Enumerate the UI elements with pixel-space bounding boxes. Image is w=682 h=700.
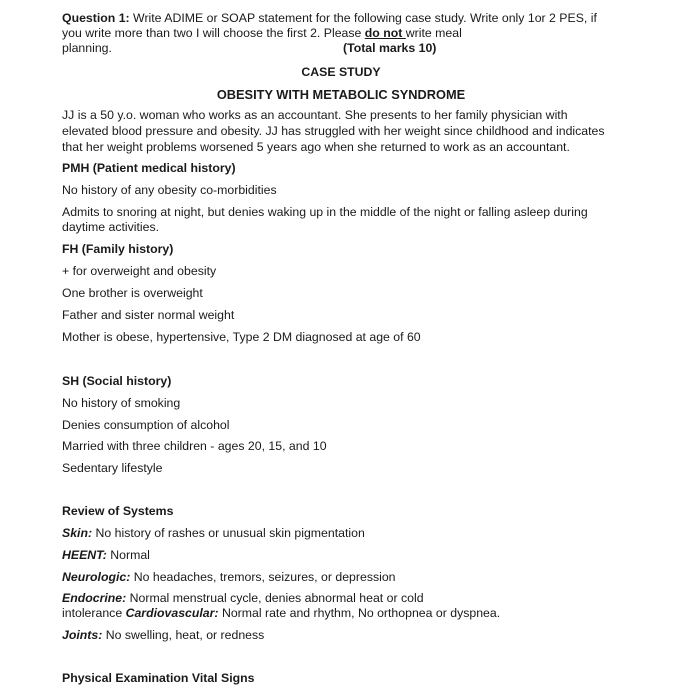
question-line-3: planning.: [62, 41, 112, 55]
ros-cardio: [62, 606, 500, 621]
intro-line-2: elevated blood pressure and obesity. JJ has struggled with her weight since childhood and indicates: [62, 124, 605, 138]
fh-item: Father and sister normal weight: [62, 308, 235, 322]
question-line-2: [62, 26, 462, 41]
ros-skin: [62, 526, 365, 541]
sh-item: No history of smoking: [62, 396, 181, 410]
pmh-heading: PMH (Patient medical history): [62, 161, 236, 175]
ros-skin-label: Skin:: [62, 526, 93, 540]
question-label: Question 1:: [62, 11, 130, 25]
fh-item: Mother is obese, hypertensive, Type 2 DM diagnosed at age of 60: [62, 330, 421, 344]
ros-cardio-label: Cardiovascular:: [125, 606, 219, 620]
question-text-3: write meal: [405, 26, 462, 40]
do-not-emphasis: do not: [364, 26, 406, 40]
pmh-item: Admits to snoring at night, but denies waking up in the middle of the night or falling asleep during: [62, 205, 588, 219]
fh-heading: FH (Family history): [62, 242, 174, 256]
ros-endo-text: Normal menstrual cycle, denies abnormal heat or cold: [126, 591, 424, 605]
ros-neuro: [62, 570, 396, 585]
sh-item: Sedentary lifestyle: [62, 461, 163, 475]
ros-neuro-label: Neurologic:: [62, 570, 131, 584]
ros-cardio-text: Normal rate and rhythm, No orthopnea or dyspnea.: [218, 606, 501, 620]
ros-endo-label: Endocrine:: [62, 591, 127, 605]
total-marks: (Total marks 10): [343, 41, 437, 55]
question-text: Write ADIME or SOAP statement for the following case study. Write only 1or 2 PES, if: [129, 11, 597, 25]
question-text-2: you write more than two I will choose the first 2. Please: [62, 26, 365, 40]
intro-line-1: JJ is a 50 y.o. woman who works as an accountant. She presents to her family physician with: [62, 108, 568, 122]
ros-joints-text: No swelling, heat, or redness: [102, 628, 265, 642]
ros-joints-label: Joints:: [62, 628, 103, 642]
ros-heading: Review of Systems: [62, 504, 174, 518]
pmh-item: No history of any obesity co-morbidities: [62, 183, 277, 197]
ros-heent-label: HEENT:: [62, 548, 107, 562]
question-line-1: [62, 11, 597, 26]
case-study-title: OBESITY WITH METABOLIC SYNDROME: [216, 87, 466, 102]
intro-line-3: that her weight problems worsened 5 years ago when she returned to work as an accountant.: [62, 140, 570, 154]
ros-skin-text: No history of rashes or unusual skin pigmentation: [92, 526, 365, 540]
pmh-item-cont: daytime activities.: [62, 220, 160, 234]
sh-item: Married with three children - ages 20, 15, and 10: [62, 439, 327, 453]
ros-heent: [62, 548, 150, 563]
fh-item: One brother is overweight: [62, 286, 203, 300]
pe-heading: Physical Examination Vital Signs: [62, 671, 255, 685]
case-study-heading: CASE STUDY: [301, 65, 381, 79]
fh-item: + for overweight and obesity: [62, 264, 217, 278]
ros-heent-text: Normal: [106, 548, 150, 562]
sh-item: Denies consumption of alcohol: [62, 418, 230, 432]
ros-endo-cont: intolerance: [62, 606, 126, 620]
ros-endo: [62, 591, 424, 606]
ros-neuro-text: No headaches, tremors, seizures, or depression: [130, 570, 396, 584]
sh-heading: SH (Social history): [62, 374, 172, 388]
ros-joints: [62, 628, 264, 643]
